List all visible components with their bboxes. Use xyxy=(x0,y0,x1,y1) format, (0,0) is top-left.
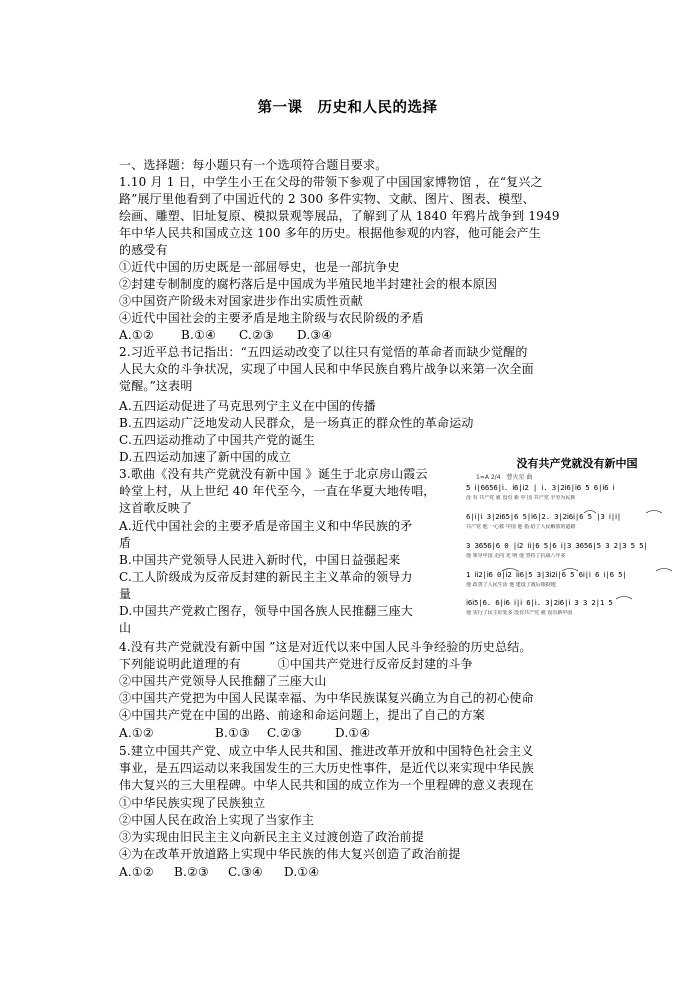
q4-choice-b: B.①③ xyxy=(215,726,250,740)
q4-item: ④中国共产党在中国的出路、前途和命运问题上，提出了自己的方案 xyxy=(119,708,486,722)
song-notes-row: ⅰ6ⅰ5|6. 6|ⅰ6 ⅰ|ⅰ 6|ⅰ. 3|2ⅰ6|ⅰ 3 3 2|1 5 xyxy=(466,598,613,607)
q5-stem-line: 事业，是五四运动以来我国发生的三大历史性事件，是近代以来实现中华民族 xyxy=(119,761,534,775)
q4-stem-line: 下列能说明此道理的有 ①中国共产党进行反帝反封建的斗争 xyxy=(119,657,473,671)
slur-mark xyxy=(502,569,518,572)
slur-mark xyxy=(656,569,672,572)
q5-choice-c: C.③④ xyxy=(228,865,263,879)
q2-option-d: D.五四运动加速了新中国的成立 xyxy=(119,450,292,464)
q1-choice-a: A.①② xyxy=(119,328,154,342)
song-lyric-row: 共产党 他 一心救 中国 他 指 给了人民解放的道路 xyxy=(466,524,576,530)
q5-item: ④为在改革开放道路上实现中华民族的伟大复兴创造了政治前提 xyxy=(119,847,461,861)
song-meta: 1=A 2/4 曹火星 曲 xyxy=(476,474,533,481)
song-notes-row: 6|ⅰ|ⅰ 3|2ⅰ65|6 5|ⅰ6|2. 3|2ⅰ6ⅰ|6 5 |3 ⅰ|ⅰ| xyxy=(466,512,622,521)
q4-item: ③中国共产党把为中国人民谋幸福、为中华民族谋复兴确立为自己的初心使命 xyxy=(119,691,534,705)
q1-choice-c: C.②③ xyxy=(239,328,274,342)
song-lyric-row: 他 改善了人民生活 他 建设了敌后根据地 xyxy=(466,582,556,588)
q5-choice-d: D.①④ xyxy=(284,865,320,879)
slur-mark xyxy=(562,569,578,572)
q4-choice-c: C.②③ xyxy=(267,726,302,740)
q1-item: ②封建专制制度的腐朽落后是中国成为半殖民地半封建社会的根本原因 xyxy=(119,277,498,291)
q2-stem-line: 2.习近平总书记指出：“五四运动改变了以往只有觉悟的革命者而缺少觉醒的 xyxy=(119,345,528,359)
q1-stem-line: 绘画、雕塑、旧址复原、模拟景观等展品，了解到了从 1840 年鸦片战争到 1949 xyxy=(119,209,560,223)
q5-choice-b: B.②③ xyxy=(174,865,209,879)
q5-stem-line: 5.建立中国共产党、成立中华人民共和国、推进改革开放和中国特色社会主义 xyxy=(119,744,534,758)
q2-option-a: A.五四运动促进了马克思列宁主义在中国的传播 xyxy=(119,399,376,413)
q3-option-d: D.中国共产党救亡图存，领导中国各族人民推翻三座大 xyxy=(119,604,414,618)
section-heading: 一、选择题：每小题只有一个选项符合题目要求。 xyxy=(119,158,388,172)
q4-choice-d: D.①④ xyxy=(335,726,371,740)
q5-choices xyxy=(119,864,319,881)
q5-choice-a: A.①② xyxy=(119,865,154,879)
song-notes-row: 3 3656|6 0 |ⅰ2 ⅰⅰ|6 5|6 ⅰ|3 3656|5 3 2|3 5 5| xyxy=(466,541,648,550)
q4-item: ②中国共产党领导人民推翻了三座大山 xyxy=(119,674,327,688)
q1-stem-line: 路”展厅里他看到了中国近代的 2 300 多件实物、文献、图片、图表、模型、 xyxy=(119,192,535,206)
q1-choice-b: B.①④ xyxy=(181,328,216,342)
q3-option-c-cont: 量 xyxy=(119,587,132,601)
song-notes-row: 1 ⅰⅰ2|ⅰ6 0|ⅰ2 ⅰⅰ6|5 3|3ⅰ2ⅰ|6 5 6ⅰ|ⅰ 6 ⅰ|6 5| xyxy=(466,570,627,579)
song-notes-row: 5 ⅰ|6656|ⅰ. ⅰ6|ⅰ2 | ⅰ. 3|2ⅰ6|ⅰ6 5 6|ⅰ6 ⅰ xyxy=(466,483,615,492)
q2-stem-line: 觉醒。”这表明 xyxy=(119,379,193,393)
q1-choices xyxy=(119,327,332,344)
page-title: 第一课 历史和人民的选择 xyxy=(257,100,438,116)
q5-item: ③为实现由旧民主主义向新民主主义过渡创造了政治前提 xyxy=(119,830,425,844)
slur-mark xyxy=(584,511,596,514)
song-lyric-row: 他 领导中国 走向 光 明 他 坚持了抗战八年多 xyxy=(466,553,566,559)
song-lyric-row: 没 有 共产党 就 没有 新 中 国 共产党 辛劳为民族 xyxy=(466,495,576,501)
song-title: 没有共产党就没有新中国 xyxy=(516,457,638,470)
q3-option-a: A.近代中国社会的主要矛盾是帝国主义和中华民族的矛 xyxy=(119,519,413,533)
q4-choice-a: A.①② xyxy=(119,726,154,740)
song-slur-marks xyxy=(466,455,688,620)
q1-stem-line: 1.10 月 1 日，中学生小王在父母的带领下参观了中国国家博物馆 ，在“复兴之 xyxy=(119,175,543,189)
q5-stem-line: 伟大复兴的三大里程碑。中华人民共和国的成立作为一个里程碑的意义表现在 xyxy=(119,778,534,792)
q2-stem-line: 人民大众的斗争状况，实现了中国人民和中华民族自鸦片战争以来第一次全面 xyxy=(119,362,534,376)
q2-option-b: B.五四运动广泛地发动人民群众，是一场真正的群众性的革命运动 xyxy=(119,416,474,430)
q3-stem-line: 这首歌反映了 xyxy=(119,501,193,515)
q1-item: ①近代中国的历史既是一部屈辱史，也是一部抗争史 xyxy=(119,260,400,274)
q1-stem-line: 年中华人民共和国成立这 100 多年的历史。根据他参观的内容，他可能会产生 xyxy=(119,226,541,240)
q3-option-b: B.中国共产党领导人民进入新时代，中国日益强起来 xyxy=(119,553,401,567)
q3-option-c: C.工人阶级成为反帝反封建的新民主主义革命的领导力 xyxy=(119,570,413,584)
song-lyric-row: 他 实行了民主好处多 没有共产党 就 没有新中国 xyxy=(466,610,573,616)
q4-stem-line: 4.没有共产党就没有新中国 ”这是对近代以来中国人民斗争经验的历史总结。 xyxy=(119,640,532,654)
slur-mark xyxy=(646,511,662,514)
q5-item: ②中国人民在政治上实现了当家作主 xyxy=(119,813,315,827)
q1-choice-d: D.③④ xyxy=(297,328,333,342)
slur-mark xyxy=(616,597,632,600)
q3-stem-line: 3.歌曲《没有共产党就没有新中国 》诞生于北京房山霞云 xyxy=(119,467,428,481)
q2-option-c: C.五四运动推动了中国共产党的诞生 xyxy=(119,433,315,447)
q3-stem-line: 岭堂上村，从上世纪 40 年代至今，一直在华夏大地传唱， xyxy=(119,484,436,498)
q1-item: ④近代中国社会的主要矛盾是地主阶级与农民阶级的矛盾 xyxy=(119,311,425,325)
q1-stem-line: 的感受有 xyxy=(119,243,168,257)
q3-option-d-cont: 山 xyxy=(119,621,132,635)
q3-option-a-cont: 盾 xyxy=(119,536,132,550)
q4-choices xyxy=(119,725,370,742)
q1-item: ③中国资产阶级未对国家进步作出实质性贡献 xyxy=(119,294,364,308)
song-sheet xyxy=(466,455,688,620)
q5-item: ①中华民族实现了民族独立 xyxy=(119,796,266,810)
